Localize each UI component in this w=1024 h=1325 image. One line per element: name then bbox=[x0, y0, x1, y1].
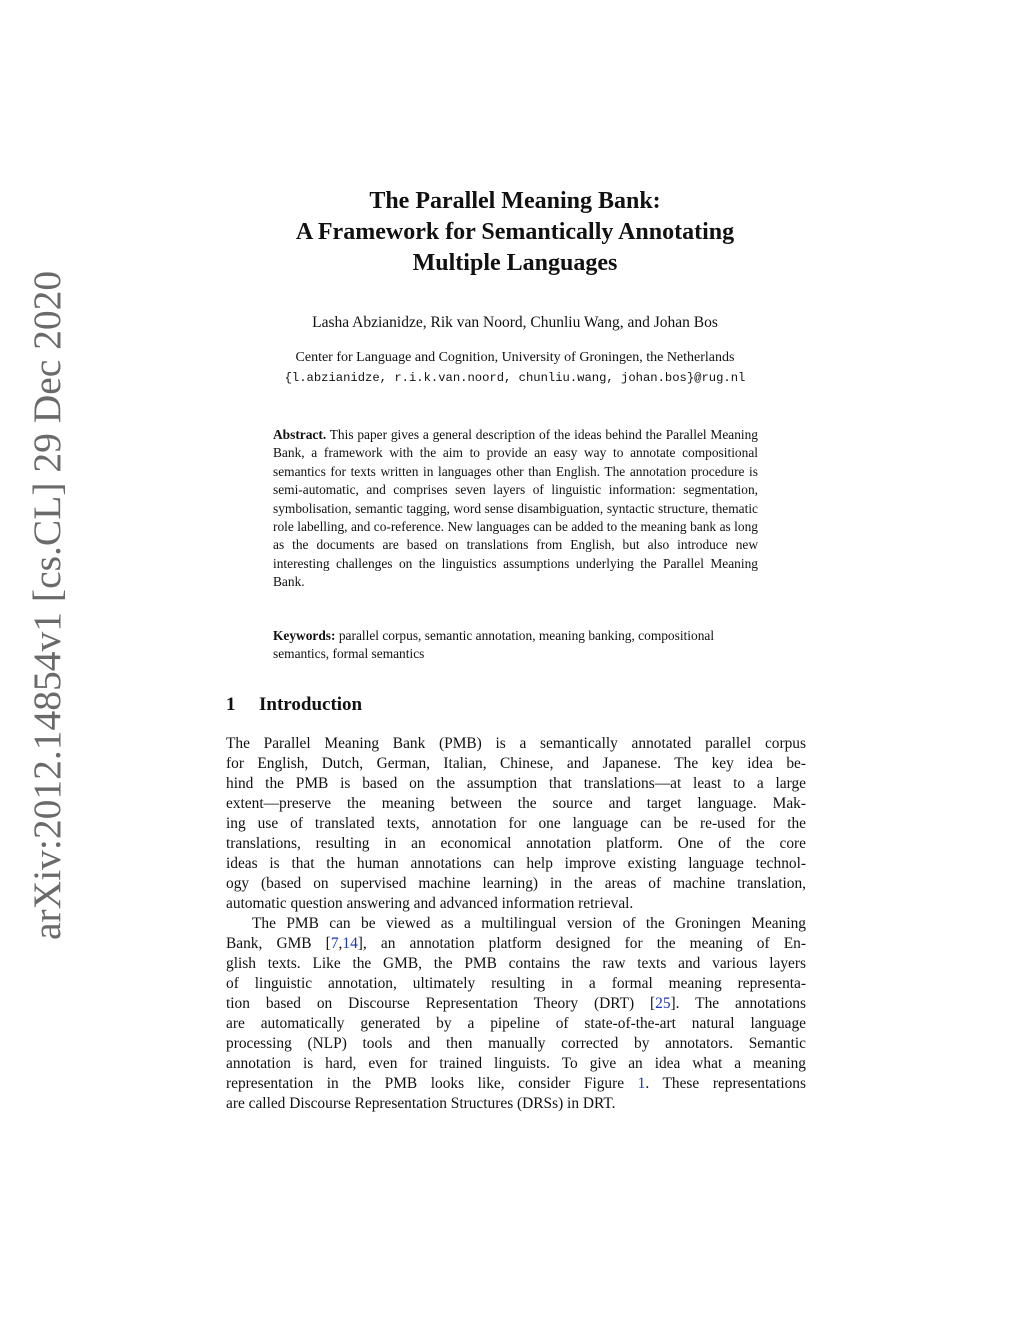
arxiv-identifier-text: arXiv:2012.14854v1 [cs.CL] 29 Dec 2020 bbox=[25, 270, 69, 940]
section-title: Introduction bbox=[259, 694, 363, 715]
abstract-label: Abstract. bbox=[273, 427, 327, 442]
author-emails: {l.abzianidze, r.i.k.van.noord, chunliu.wang, johan.bos}@rug.nl bbox=[284, 371, 746, 385]
keywords-text: parallel corpus, semantic annotation, meaning banking, compositional semantics, formal semantics bbox=[273, 628, 715, 662]
author-list: Lasha Abzianidze, Rik van Noord, Chunliu Wang, and Johan Bos bbox=[312, 314, 718, 331]
paragraph-line: ogy (based on supervised machine learning) in the areas of machine translation, bbox=[226, 875, 806, 892]
paragraph-line: are called Discourse Representation Structures (DRSs) in DRT. bbox=[226, 1095, 616, 1112]
section-heading bbox=[226, 693, 362, 717]
text-run: ], an annotation platform designed for the meaning of En- bbox=[357, 935, 806, 952]
paragraph-line: annotation is hard, even for trained linguists. To give an idea what a meaning bbox=[226, 1055, 806, 1072]
citation-link[interactable]: 7 bbox=[330, 935, 339, 952]
title-line: Multiple Languages bbox=[412, 250, 618, 276]
introduction-body bbox=[226, 734, 806, 1114]
arxiv-identifier bbox=[22, 270, 72, 940]
paragraph-line bbox=[226, 934, 806, 954]
paragraph-line: The PMB can be viewed as a multilingual version of the Groningen Meaning bbox=[252, 915, 806, 932]
text-run: Bank, GMB [ bbox=[226, 935, 331, 952]
paragraph-line: hind the PMB is based on the assumption that translations—at least to a large bbox=[226, 775, 806, 792]
paragraph-line: translations, resulting in an economical annotation platform. One of the core bbox=[226, 835, 806, 852]
text-run: tion based on Discourse Representation Theory (DRT) [ bbox=[226, 995, 656, 1012]
paragraph-line: are automatically generated by a pipeline of state-of-the-art natural language bbox=[226, 1015, 806, 1032]
citation-link[interactable]: 25 bbox=[655, 995, 671, 1012]
keywords bbox=[273, 627, 763, 664]
section-number: 1 bbox=[226, 694, 236, 715]
text-run: ]. The annotations bbox=[670, 995, 806, 1012]
paragraph-line: automatic question answering and advanced information retrieval. bbox=[226, 895, 634, 912]
keywords-label: Keywords: bbox=[273, 628, 336, 643]
paragraph-line bbox=[226, 994, 806, 1014]
paragraph-line: extent—preserve the meaning between the source and target language. Mak- bbox=[226, 795, 806, 812]
paragraph-line: ing use of translated texts, annotation for one language can be re-used for the bbox=[226, 815, 806, 832]
paragraph-line: ideas is that the human annotations can help improve existing language technol- bbox=[226, 855, 806, 872]
paper-title bbox=[200, 186, 830, 279]
citation-link[interactable]: 14 bbox=[342, 935, 358, 952]
title-line: A Framework for Semantically Annotating bbox=[295, 219, 735, 245]
paragraph-line: glish texts. Like the GMB, the PMB contains the raw texts and various layers bbox=[226, 955, 806, 972]
paragraph-line: of linguistic annotation, ultimately resulting in a formal meaning representa- bbox=[226, 975, 806, 992]
paragraph-line bbox=[226, 1074, 806, 1094]
title-line: The Parallel Meaning Bank: bbox=[369, 188, 661, 214]
text-run: representation in the PMB looks like, consider Figure bbox=[226, 1075, 638, 1092]
abstract bbox=[273, 426, 758, 592]
affiliation: Center for Language and Cognition, University of Groningen, the Netherlands bbox=[295, 350, 735, 365]
paragraph-line: The Parallel Meaning Bank (PMB) is a semantically annotated parallel corpus bbox=[226, 735, 806, 752]
text-run: , bbox=[338, 935, 343, 952]
paragraph-line: for English, Dutch, German, Italian, Chinese, and Japanese. The key idea be- bbox=[226, 755, 806, 772]
text-run: . These representations bbox=[645, 1075, 806, 1092]
abstract-text: This paper gives a general description of the ideas behind the Parallel Meaning Bank, a framework with the aim to provide an easy way to annotate compositional semantics for texts written in languages other than English. The annotation procedure is semi-automatic, and comprises seven layers of linguistic information: segmentation, symbolisation, semantic tagging, word sense disambiguation, syntactic structure, thematic role labelling, and co-reference. New languages can be added to the meaning bank as long as the documents are based on translations from English, but also introduce new interesting challenges on the linguistics assumptions underlying the Parallel Meaning Bank. bbox=[273, 427, 759, 590]
paragraph-line: processing (NLP) tools and then manually corrected by annotators. Semantic bbox=[226, 1035, 806, 1052]
affiliation-block bbox=[200, 348, 830, 388]
figure-link[interactable]: 1 bbox=[637, 1075, 646, 1092]
